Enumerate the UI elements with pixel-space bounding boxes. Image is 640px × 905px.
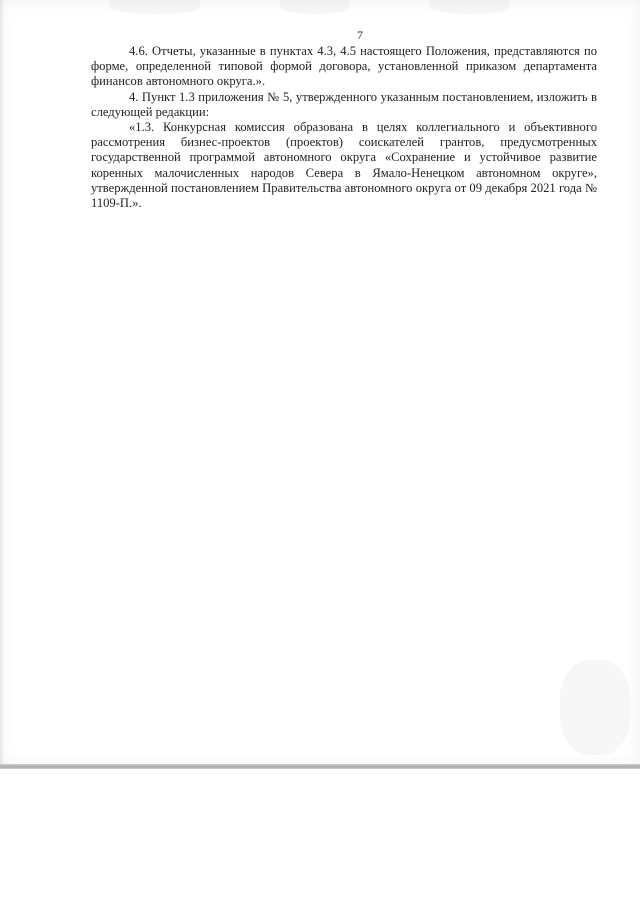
page-number: 7 <box>357 28 363 42</box>
document-body <box>91 44 597 211</box>
paragraph-1-3: «1.3. Конкурсная комиссия образована в целях коллегиального и объективного рассмотрения бизнес-проектов (проектов) соискателей грантов, предусмотренных государственной программой автономного округа «Сохранение и устойчивое развитие коренных малочисленных народов Севера в Ямало-Ненецком автономном округе», утвержденной постановлением Правительства автономного округа от 09 декабря 2021 года № 1109-П.». <box>91 120 597 211</box>
blank-area <box>0 769 640 905</box>
scan-smudge <box>280 0 350 14</box>
paragraph-item-4: 4. Пункт 1.3 приложения № 5, утвержденного указанным постановлением, изложить в следующей редакции: <box>91 89 597 119</box>
scan-edge-shadow <box>0 0 4 766</box>
scan-smudge <box>110 0 200 14</box>
paragraph-4-6: 4.6. Отчеты, указанные в пунктах 4.3, 4.5 настоящего Положения, представляются по форме, определенной типовой формой договора, установленной приказом департамента финансов автономного округа.». <box>91 44 597 89</box>
scan-smudge <box>430 0 510 14</box>
scan-smudge <box>560 660 630 755</box>
